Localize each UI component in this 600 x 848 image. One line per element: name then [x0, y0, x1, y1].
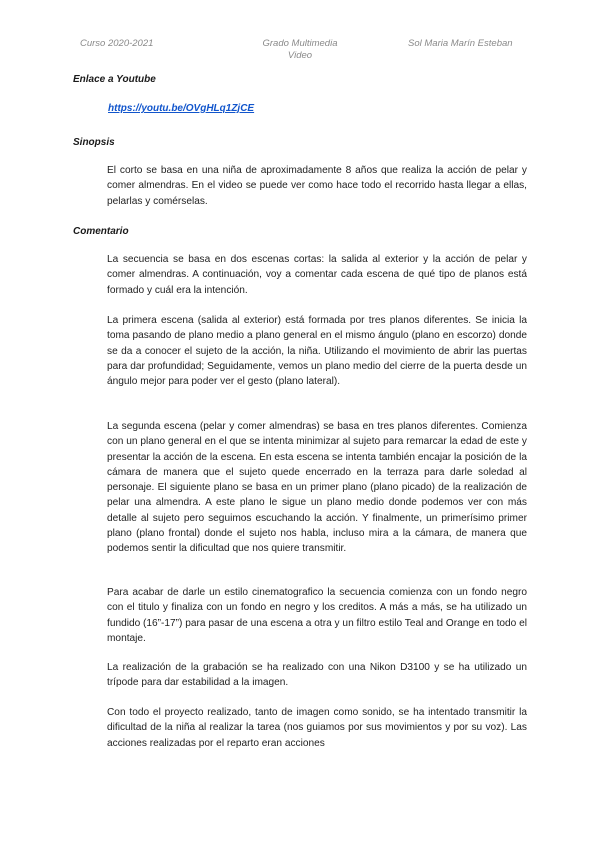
youtube-link[interactable]: https://youtu.be/OVgHLq1ZjCE: [108, 103, 255, 114]
comment-paragraph-conclusion: Con todo el proyecto realizado, tanto de imagen como sonido, se ha intentado transmitir la dificultad de la niña al realizar la tarea (nos guiamos por sus movimientos y por su voz). Las acciones realizadas por el reparto eran acciones: [107, 707, 527, 749]
comment-heading: Comentario: [73, 226, 129, 237]
header-degree-line1: Grado Multimedia: [262, 38, 338, 49]
header-course: Curso 2020-2021: [80, 38, 154, 49]
comment-paragraph-scene2: La segunda escena (pelar y comer almendras) se basa en tres planos diferentes. Comienza con un plano general en el que se intenta minimizar al sujeto para remarcar la edad de este y presentar la acción de la escena. En esta escena se intenta también encajar la posición de la cámara de manera que el sujeto quede encerrado en la terraza para darle soledad al personaje. El siguiente plano se basa en un primer plano (plano picado) de la realización de pelar una almendra. A este plano le sigue un plano medio donde podemos ver con más detalle al sujeto pero seguimos escuchando la acción. Y finalmente, un primerísimo primer plano (plano frontal) donde el sujeto nos habla, incluso mira a la cámara, de manera que podemos sentir la dificultad que nos quiere transmitir.: [107, 421, 527, 555]
synopsis-paragraph: El corto se basa en una niña de aproximadamente 8 años que realiza la acción de pelar y comer almendras. En el video se puede ver como hace todo el recorrido hasta llegar a ellas, pelarlas y comérselas.: [107, 165, 527, 207]
comment-paragraph-intro: La secuencia se basa en dos escenas cortas: la salida al exterior y la acción de pelar y comer almendras. A continuación, voy a comentar cada escena de qué tipo de planos está formado y cuál era la intención.: [107, 254, 527, 296]
youtube-heading: Enlace a Youtube: [73, 74, 156, 85]
header-degree: [248, 38, 352, 62]
comment-paragraph-scene1: La primera escena (salida al exterior) está formada por tres planos diferentes. Se inicia la toma pasando de plano medio a plano general en el mismo ángulo (plano en escorzo) donde se da a conocer el sujeto de la acción, la niña. Utilizando el movimiento de abrir las puertas para dar profundidad; Seguidamente, vemos un plano medio del cierre de la puerta desde un ángulo mejor para poder ver el gesto (plano lateral).: [107, 315, 527, 388]
comment-paragraph-equipment: La realización de la grabación se ha realizado con una Nikon D3100 y se ha utilizado un trípode para dar estabilidad a la imagen.: [107, 662, 527, 689]
header-author: Sol Maria Marín Esteban: [408, 38, 513, 49]
page-header: [0, 38, 600, 68]
synopsis-heading: Sinopsis: [73, 137, 115, 148]
header-degree-line2: Video: [287, 50, 313, 61]
comment-paragraph-style: Para acabar de darle un estilo cinematografico la secuencia comienza con un fondo negro con el titulo y finaliza con un fondo en negro y los creditos. A más a más, se ha utilizado un fundido (16”-17”) para pasar de una escena a otra y un filtro estilo Teal and Orange en todo el montaje.: [107, 587, 527, 644]
